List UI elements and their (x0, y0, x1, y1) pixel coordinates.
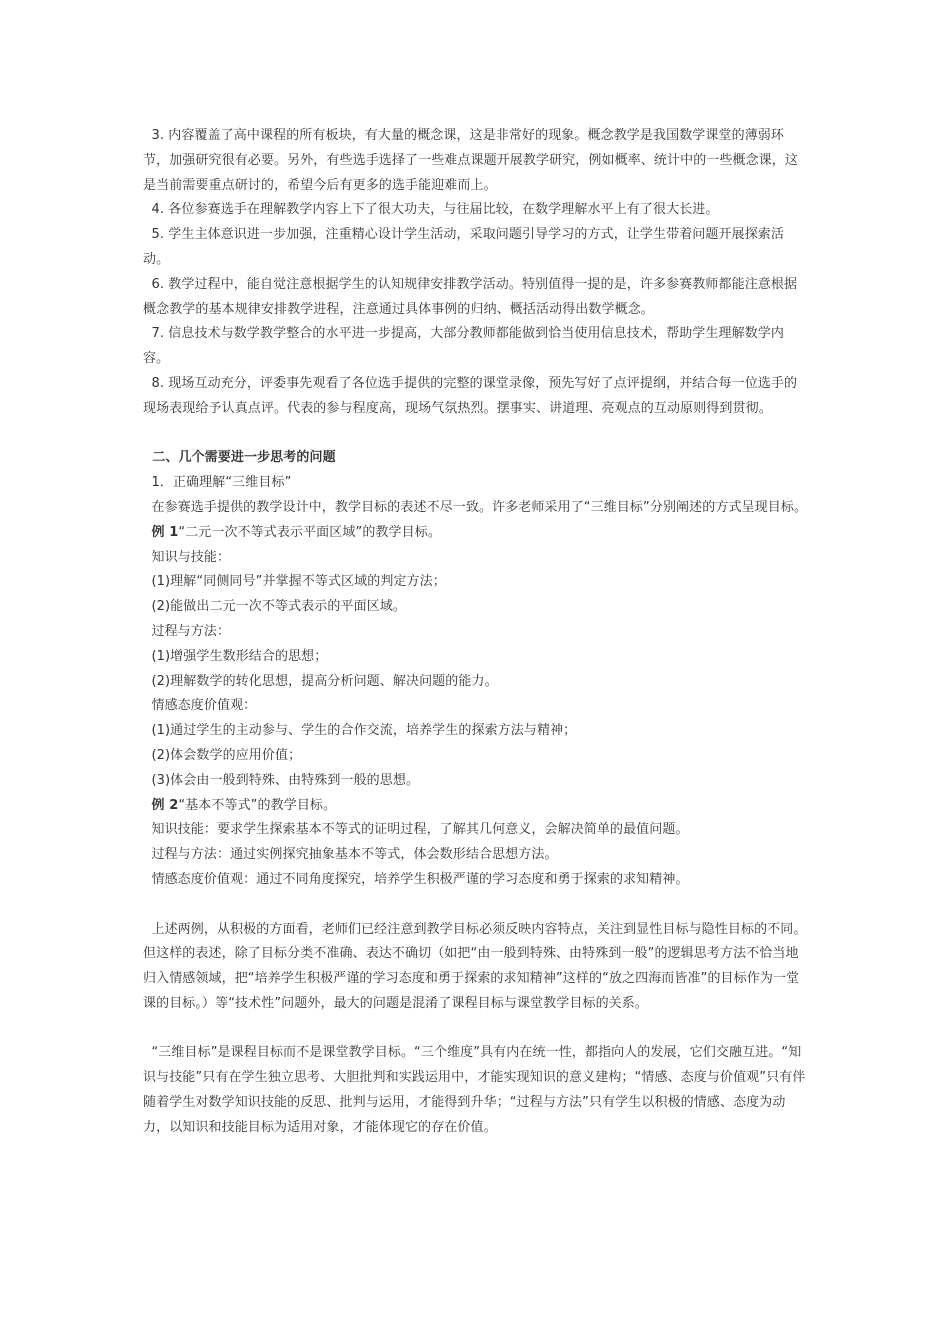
item-text: 内容覆盖了高中课程的所有板块，有大量的概念课，这是非常好的现象。概念教学是我国数学课堂的薄弱环节，加强研究很有必要。另外，有些选手选择了一些难点课题开展教学研究，例如概率、统计中的一些概念课，这是当前需要重点研讨的，希望今后有更多的选手能迎难而上。 (143, 128, 799, 193)
example-title-text: “基本不等式”的教学目标。 (178, 797, 337, 813)
list-item-5 (143, 223, 809, 273)
list-item-text: (2)体会数学的应用价值； (151, 747, 302, 763)
example-1-title (143, 521, 809, 546)
item-text: 学生主体意识进一步加强，注重精心设计学生活动，采取问题引导学习的方式，让学生带着问题开展探索活动。 (143, 227, 785, 267)
item-number: 8. (151, 375, 165, 391)
list-item-text: (1)增强学生数形结合的思想； (151, 648, 328, 664)
item-number: 3. (151, 128, 165, 143)
list-item-8 (143, 372, 809, 422)
subheading-text: 1．正确理解“三维目标” (151, 475, 292, 491)
item-text: 现场互动充分，评委事先观看了各位选手提供的完整的课堂录像，预先写好了点评提纲，并结合每一位选手的现场表现给予认真点评。代表的参与程度高，现场气氛热烈。摆事实、讲道理、亮观点的互动原则得到贯彻。 (143, 375, 798, 416)
example-2-line (143, 818, 809, 843)
example-line-text: 情感态度价值观：通过不同角度探究，培养学生积极严谨的学习态度和勇于探索的求知精神。 (151, 871, 689, 887)
process-heading-text: 过程与方法： (151, 623, 231, 639)
list-item (143, 595, 809, 620)
example-label: 例 1 (151, 524, 179, 540)
list-item-text: (2)能做出二元一次不等式表示的平面区域。 (151, 599, 406, 615)
intro-paragraph (143, 496, 809, 521)
paragraph-text: “三维目标”是课程目标而不是课堂教学目标。“三个维度”具有内在统一性，都指向人的发展，它们交融互进。“知识与技能”只有在学生独立思考、大胆批判和实践运用中，才能实现知识的意义建构；“情感、态度与价值观”只有伴随着学生对数学知识技能的反思、批判与运用，才能得到升华；“过程与方法”只有学生以积极的情感、态度为动力，以知识和技能目标为适用对象，才能体现它的存在价值。 (143, 1045, 806, 1135)
list-item-7 (143, 322, 809, 372)
list-item-text: (3)体会由一般到特殊、由特殊到一般的思想。 (151, 772, 420, 788)
section-heading (143, 446, 809, 471)
spacer (143, 1017, 809, 1042)
knowledge-heading-text: 知识与技能： (151, 549, 231, 565)
item-number: 7. (151, 326, 165, 342)
intro-text: 在参赛选手提供的教学设计中，教学目标的表述不尽一致。许多老师采用了“三维目标”分别阐述的方式呈现目标。 (151, 499, 808, 515)
example-line-text: 过程与方法：通过实例探究抽象基本不等式，体会数形结合思想方法。 (151, 847, 558, 863)
list-item (143, 719, 809, 744)
heading-text: 二、几个需要进一步思考的问题 (152, 450, 336, 466)
list-item (143, 769, 809, 794)
list-item-text: (2)理解数学的转化思想，提高分析问题、解决问题的能力。 (151, 673, 498, 689)
example-2-line (143, 843, 809, 868)
process-heading (143, 620, 809, 645)
spacer (143, 893, 809, 918)
example-2-line (143, 868, 809, 893)
list-item-4 (143, 198, 809, 223)
list-item (143, 744, 809, 769)
item-number: 6. (151, 276, 165, 292)
example-title-text: “二元一次不等式表示平面区域”的教学目标。 (178, 524, 441, 540)
list-item (143, 670, 809, 695)
body-paragraph (143, 918, 809, 1017)
knowledge-heading (143, 546, 809, 571)
list-item-text: (1)理解“同侧同号”并掌握不等式区域的判定方法； (151, 574, 446, 590)
list-item-6 (143, 273, 809, 323)
spacer (143, 422, 809, 447)
body-paragraph (143, 1041, 809, 1140)
list-item-text: (1)通过学生的主动参与、学生的合作交流，培养学生的探索方法与精神； (151, 723, 577, 739)
paragraph-text: 上述两例，从积极的方面看，老师们已经注意到教学目标必须反映内容特点，关注到显性目标与隐性目标的不同。但这样的表述，除了目标分类不准确、表达不确切（如把“由一般到特殊、由特殊到一般”的逻辑思考方法不恰当地归入情感领域，把“培养学生积极严谨的学习态度和勇于探索的求知精神”这样的“放之四海而皆准”的目标作为一堂课的目标。）等“技术性”问题外，最大的问题是混淆了课程目标与课堂教学目标的关系。 (143, 921, 807, 1011)
item-number: 4. (151, 202, 165, 218)
item-text: 信息技术与数学教学整合的水平进一步提高，大部分教师都能做到恰当使用信息技术，帮助学生理解数学内容。 (143, 326, 785, 367)
example-line-text: 知识技能：要求学生探索基本不等式的证明过程，了解其几何意义，会解决简单的最值问题。 (151, 822, 689, 838)
emotion-heading (143, 694, 809, 719)
item-text: 教学过程中，能自觉注意根据学生的认知规律安排教学活动。特别值得一提的是，许多参赛教师都能注意根据概念教学的基本规律安排教学进程，注意通过具体事例的归纳、概括活动得出数学概念。 (143, 276, 798, 317)
emotion-heading-text: 情感态度价值观： (151, 698, 257, 714)
item-text: 各位参赛选手在理解教学内容上下了很大功夫，与往届比较，在数学理解水平上有了很大长进。 (164, 202, 719, 218)
list-item-3 (143, 124, 809, 198)
example-label: 例 2 (151, 797, 179, 813)
list-item (143, 570, 809, 595)
item-number: 5. (151, 227, 165, 243)
subheading (143, 471, 809, 496)
document-body (143, 124, 809, 1141)
list-item (143, 645, 809, 670)
example-2-title (143, 794, 809, 819)
